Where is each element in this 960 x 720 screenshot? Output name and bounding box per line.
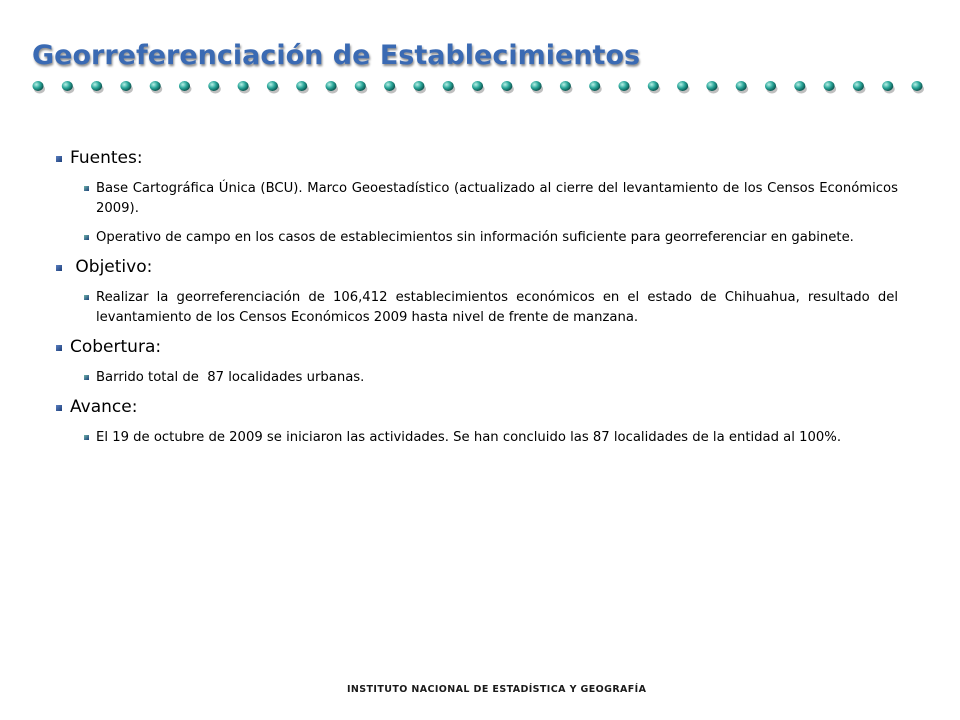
square-bullet-icon (84, 235, 89, 240)
list-item (56, 228, 898, 248)
decorative-dot (619, 81, 630, 91)
square-bullet-icon (56, 265, 62, 271)
decorative-dot (912, 81, 923, 91)
heading-text: Objetivo: (70, 257, 153, 277)
decorative-dot (736, 81, 747, 91)
decorative-dot (120, 81, 131, 91)
decorative-dot (91, 81, 102, 91)
decorative-dot (794, 81, 805, 91)
item-text: Barrido total de 87 localidades urbanas. (96, 370, 365, 385)
heading-text: Avance: (70, 397, 138, 417)
decorative-dot (882, 81, 893, 91)
decorative-dot (267, 81, 278, 91)
section-fuentes (56, 148, 898, 248)
decorative-dot (648, 81, 659, 91)
decorative-dot (765, 81, 776, 91)
decorative-dot-divider (28, 77, 938, 97)
decorative-dot (355, 81, 366, 91)
content-list (56, 148, 898, 457)
decorative-dot (443, 81, 454, 91)
page-title: Georreferenciación de Establecimientos (32, 40, 641, 71)
heading-text: Fuentes: (70, 148, 143, 168)
decorative-dot (853, 81, 864, 91)
section-heading (56, 257, 898, 277)
square-bullet-icon (56, 405, 62, 411)
section-heading (56, 397, 898, 417)
decorative-dot (179, 81, 190, 91)
square-bullet-icon (56, 156, 62, 162)
square-bullet-icon (84, 435, 89, 440)
list-item (56, 179, 898, 219)
square-bullet-icon (84, 295, 89, 300)
decorative-dot (589, 81, 600, 91)
decorative-dot (150, 81, 161, 91)
decorative-dot (677, 81, 688, 91)
section-heading (56, 148, 898, 168)
decorative-dot (238, 81, 249, 91)
decorative-dot (413, 81, 424, 91)
decorative-dot (208, 81, 219, 91)
decorative-dot (472, 81, 483, 91)
decorative-dot (560, 81, 571, 91)
decorative-dot (531, 81, 542, 91)
decorative-dot (62, 81, 73, 91)
decorative-dot (33, 81, 44, 91)
decorative-dot (824, 81, 835, 91)
decorative-dot (296, 81, 307, 91)
section-avance (56, 397, 898, 448)
decorative-dot (326, 81, 337, 91)
item-text: El 19 de octubre de 2009 se iniciaron las actividades. Se han concluido las 87 localidades de la entidad al 100%. (96, 430, 842, 445)
section-objetivo (56, 257, 898, 328)
section-cobertura (56, 337, 898, 388)
heading-text: Cobertura: (70, 337, 162, 357)
item-text: Base Cartográfica Única (BCU). Marco Geoestadístico (actualizado al cierre del levantamiento de los Censos Económicos 2009). (96, 181, 898, 216)
section-heading (56, 337, 898, 357)
decorative-dot (384, 81, 395, 91)
list-item (56, 288, 898, 328)
square-bullet-icon (84, 186, 89, 191)
list-item (56, 428, 898, 448)
item-text: Realizar la georreferenciación de 106,412 establecimientos económicos en el estado de Chihuahua, resultado del levantamiento de los Censos Económicos 2009 hasta nivel de frente de manzana. (96, 290, 898, 325)
decorative-dot (706, 81, 717, 91)
institution-footer: INSTITUTO NACIONAL DE ESTADÍSTICA Y GEOGRAFÍA (347, 684, 647, 695)
list-item (56, 368, 898, 388)
decorative-dot (501, 81, 512, 91)
square-bullet-icon (56, 345, 62, 351)
square-bullet-icon (84, 375, 89, 380)
item-text: Operativo de campo en los casos de establecimientos sin información suficiente para georreferenciar en gabinete. (96, 230, 854, 245)
